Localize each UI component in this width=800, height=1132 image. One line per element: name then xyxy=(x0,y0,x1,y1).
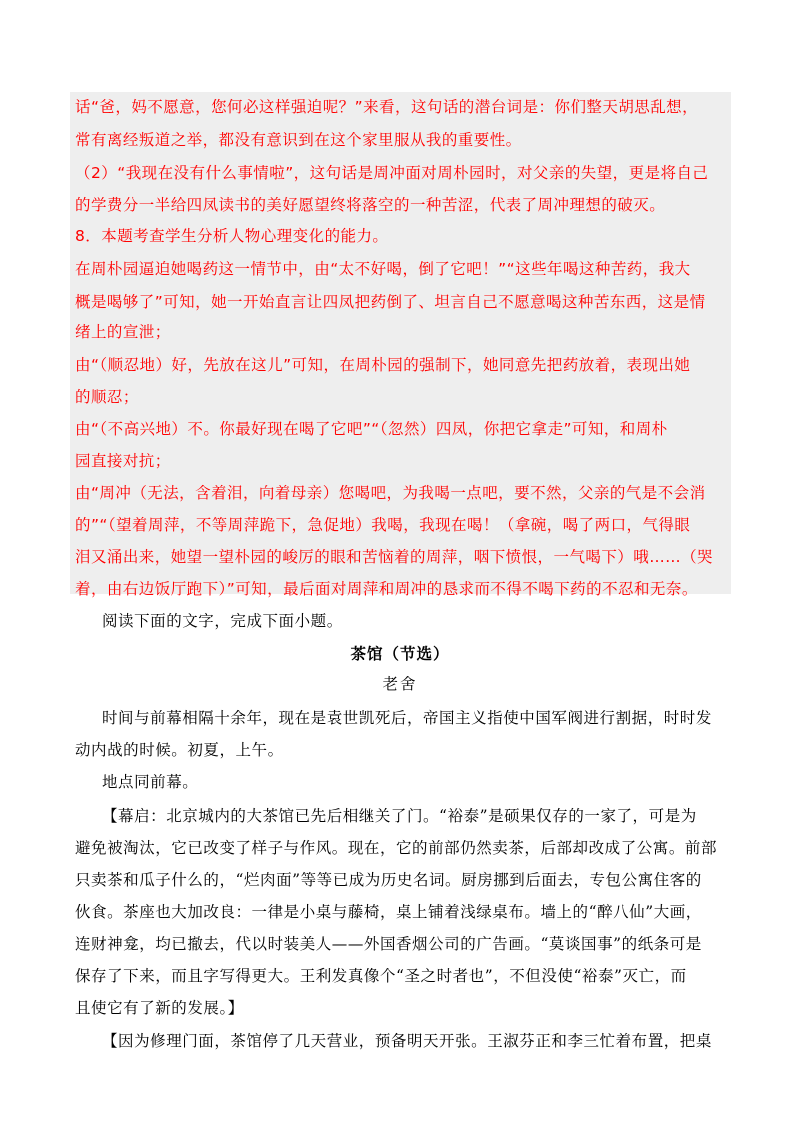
answer-line: 概是喝够了”可知，她一开始直言让四凤把药倒了、坦言自己不愿意喝这种苦东西，这是情 xyxy=(75,293,706,311)
answer-line: 由“周冲（无法，含着泪，向着母亲）您喝吧，为我喝一点吧，要不然，父亲的气是不会消 xyxy=(75,484,706,502)
answer-line: 绪上的宣泄； xyxy=(75,323,171,341)
passage-line: 且使它有了新的发展。】 xyxy=(75,999,244,1017)
answer-line: （2）“我现在没有什么事情啦”，这句话是周冲面对周朴园时，对父亲的失望，更是将自己 xyxy=(75,164,709,182)
passage-title: 茶馆（节选） xyxy=(350,645,450,663)
answer-line: 着，由右边饭厅跑下）”可知，最后面对周萍和周冲的恳求而不得不喝下药的不忍和无奈。 xyxy=(75,580,698,598)
passage-line: 只卖茶和瓜子什么的，“烂肉面”等等已成为历史名词。厨房挪到后面去，专包公寓住客的 xyxy=(75,871,702,889)
reading-instruction: 阅读下面的文字，完成下面小题。 xyxy=(102,612,343,630)
answer-line: 由“（不高兴地）不。你最好现在喝了它吧”“（忽然）四凤，你把它拿走”可知，和周朴 xyxy=(75,420,668,438)
passage-line: 时间与前幕相隔十余年，现在是袁世凯死后，帝国主义指使中国军阀进行割据，时时发 xyxy=(102,709,712,727)
question-8-heading: 8．本题考查学生分析人物心理变化的能力。 xyxy=(75,227,389,245)
passage-line: 避免被淘汰，它已改变了样子与作风。现在，它的前部仍然卖茶，后部却改成了公寓。前部 xyxy=(75,839,718,857)
answer-line: 泪又涌出来，她望一望朴园的峻厉的眼和苦恼着的周萍，咽下愤恨，一气喝下）哦……（哭 xyxy=(75,548,714,566)
passage-line: 【因为修理门面，茶馆停了几天营业，预备明天开张。王淑芬正和李三忙着布置，把桌 xyxy=(102,1032,712,1050)
passage-line: 伙食。茶座也大加改良：一律是小桌与藤椅，桌上铺着浅绿桌布。墙上的“醉八仙”大画， xyxy=(75,903,702,921)
answer-line: 的”“（望着周萍，不等周萍跪下，急促地）我喝，我现在喝！（拿碗，喝了两口，气得眼 xyxy=(75,516,691,534)
answer-line: 由“（顺忍地）好，先放在这儿”可知，在周朴园的强制下，她同意先把药放着，表现出她 xyxy=(75,356,691,374)
answer-line: 常有离经叛道之举，都没有意识到在这个家里服从我的重要性。 xyxy=(75,131,522,149)
answer-line: 的顺忍； xyxy=(75,388,139,406)
passage-line: 连财神龛，均已撤去，代以时装美人——外国香烟公司的广告画。“莫谈国事”的纸条可是 xyxy=(75,935,702,953)
passage-author: 老舍 xyxy=(382,675,418,693)
answer-line: 话“爸，妈不愿意，您何必这样强迫呢？”来看，这句话的潜台词是：你们整天胡思乱想， xyxy=(75,98,699,116)
answer-line: 在周朴园逼迫她喝药这一情节中，由“太不好喝，倒了它吧！”“这些年喝这种苦药，我大 xyxy=(75,260,691,278)
passage-line: 保存了下来，而且字写得更大。王利发真像个“圣之时者也”，不但没使“裕泰”灭亡，而 xyxy=(75,967,687,985)
answer-line: 的学费分一半给四凤读书的美好愿望终将落空的一种苦涩，代表了周冲理想的破灭。 xyxy=(75,196,666,214)
passage-line: 【幕启：北京城内的大茶馆已先后相继关了门。“裕泰”是硕果仅存的一家了，可是为 xyxy=(102,807,697,825)
passage-line: 动内战的时候。初夏，上午。 xyxy=(75,741,284,759)
answer-line: 园直接对抗； xyxy=(75,452,171,470)
passage-line: 地点同前幕。 xyxy=(102,773,199,791)
